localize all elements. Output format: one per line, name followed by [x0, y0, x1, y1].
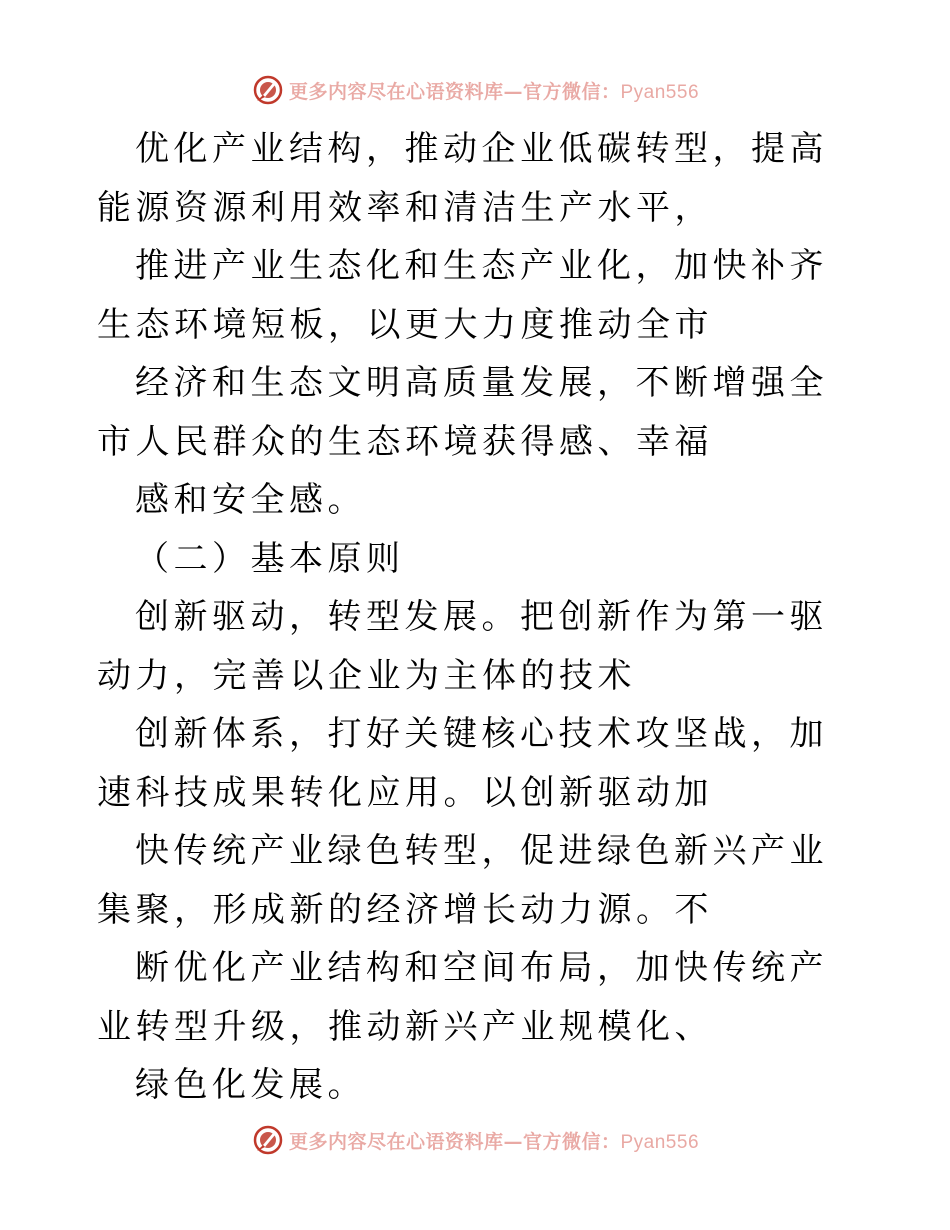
header-watermark [0, 70, 950, 110]
footer-watermark [0, 1120, 950, 1160]
watermark-text: 更多内容尽在心语资料库—官方微信：Pyan556 [288, 80, 700, 103]
paragraph: 创新体系，打好关键核心技术攻坚战，加速科技成果转化应用。以创新驱动加 [97, 714, 828, 813]
pen-nib-circle-icon [251, 73, 285, 107]
paragraph: 推进产业生态化和生态产业化，加快补齐生态环境短板，以更大力度推动全市 [97, 246, 828, 345]
paragraph: 绿色化发展。 [135, 1065, 366, 1105]
document-body [97, 120, 857, 1115]
paragraph: 感和安全感。 [135, 480, 366, 520]
paragraph: 经济和生态文明高质量发展，不断增强全市人民群众的生态环境获得感、幸福 [97, 363, 828, 462]
paragraph: 优化产业结构，推动企业低碳转型，提高能源资源利用效率和清洁生产水平， [97, 129, 828, 228]
watermark-text: 更多内容尽在心语资料库—官方微信：Pyan556 [288, 1130, 700, 1153]
paragraph: 快传统产业绿色转型，促进绿色新兴产业集聚，形成新的经济增长动力源。不 [97, 831, 828, 930]
paragraph: 断优化产业结构和空间布局，加快传统产业转型升级，推动新兴产业规模化、 [97, 948, 828, 1047]
section-heading: （二）基本原则 [135, 538, 405, 579]
paragraph: 创新驱动，转型发展。把创新作为第一驱动力，完善以企业为主体的技术 [97, 597, 828, 696]
pen-nib-circle-icon [251, 1123, 285, 1157]
